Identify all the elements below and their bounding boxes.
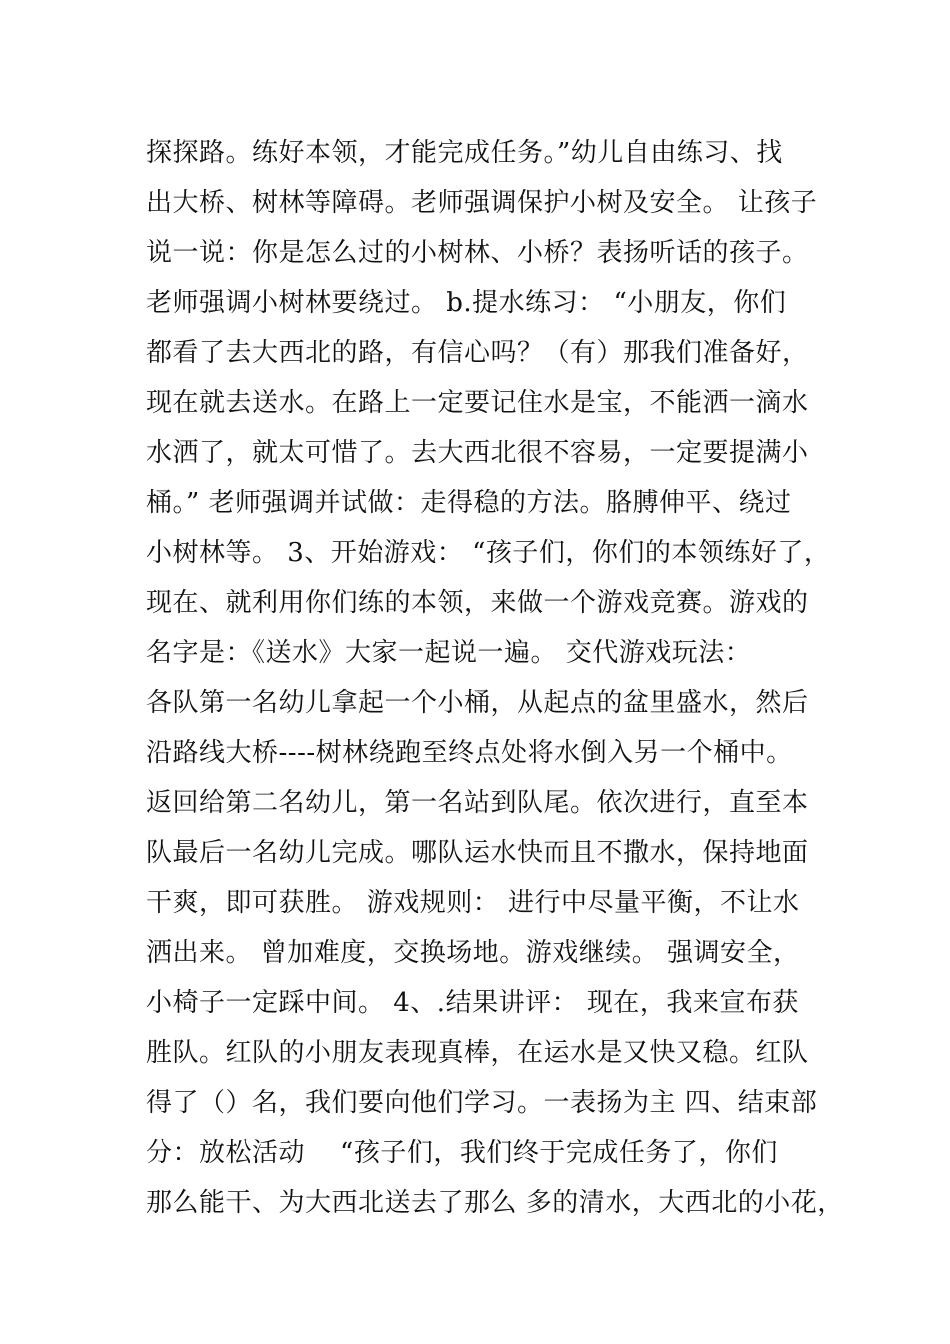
text-line: 小椅子一定踩中间。 4、.结果讲评： 现在，我来宣布获 — [146, 988, 799, 1018]
text-line: 分：放松活动 “孩子们，我们终于完成任务了，你们 — [146, 1138, 778, 1168]
text-line: 名字是：《送水》大家一起说一遍。 交代游戏玩法： — [146, 638, 752, 668]
text-line: 各队第一名幼儿拿起一个小桶，从起点的盆里盛水，然后 — [146, 688, 809, 718]
text-line: 小树林等。 3、开始游戏： “孩子们，你们的本领练好了， — [146, 538, 831, 568]
text-line: 水洒了，就太可惜了。去大西北很不容易，一定要提满小 — [146, 438, 809, 468]
text-line: 出大桥、树林等障碍。老师强调保护小树及安全。 让孩子 — [146, 188, 818, 218]
text-line: 胜队。红队的小朋友表现真棒，在运水是又快又稳。红队 — [146, 1038, 809, 1068]
text-line: 干爽，即可获胜。 游戏规则： 进行中尽量平衡，不让水 — [146, 888, 800, 918]
text-line: 那么能干、为大西北送去了那么 多的清水，大西北的小花， — [146, 1188, 844, 1218]
text-line: 说一说：你是怎么过的小树林、小桥？表扬听话的孩子。 — [146, 238, 809, 268]
text-line: 洒出来。 曾加难度，交换场地。游戏继续。 强调安全， — [146, 938, 800, 968]
text-line: 都看了去大西北的路，有信心吗？（有）那我们准备好， — [146, 338, 809, 368]
text-line: 老师强调小树林要绕过。 b.提水练习： “小朋友，你们 — [146, 288, 787, 318]
text-line: 桶。” 老师强调并试做：走得稳的方法。胳膊伸平、绕过 — [146, 488, 792, 518]
text-line: 现在就去送水。在路上一定要记住水是宝，不能洒一滴水 — [146, 388, 809, 418]
text-line: 返回给第二名幼儿，第一名站到队尾。依次进行，直至本 — [146, 788, 809, 818]
text-line: 现在、就利用你们练的本领，来做一个游戏竞赛。游戏的 — [146, 588, 809, 618]
text-line: 探探路。练好本领，才能完成任务。”幼儿自由练习、找 — [146, 138, 783, 168]
body-text — [146, 128, 846, 1228]
text-line: 队最后一名幼儿完成。哪队运水快而且不撒水，保持地面 — [146, 838, 809, 868]
text-line: 沿路线大桥----树林绕跑至终点处将水倒入另一个桶中。 — [146, 738, 793, 768]
text-line: 得了（）名，我们要向他们学习。一表扬为主 四、结束部 — [146, 1088, 818, 1118]
